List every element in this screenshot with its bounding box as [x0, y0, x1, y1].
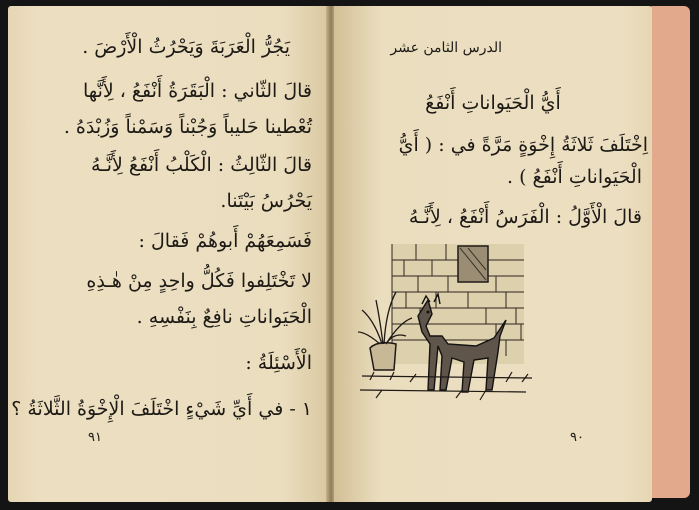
left-line-6: لا تَخْتَلِفوا فَكُلُّ واحِدٍ مِنْ هٰـذِهِ	[86, 270, 312, 292]
left-running-head: يَجُرُّ الْعَرَبَةَ وَيَحْرُثُ الْأَرْضَ .	[82, 36, 290, 58]
questions-heading: الْأَسْئِلَةُ :	[245, 352, 312, 374]
left-page	[8, 6, 330, 502]
right-line-2: الْحَيَواناتِ أَنْفَعُ ) .	[507, 166, 642, 188]
right-page-number: ٩٠	[570, 430, 584, 445]
left-line-7: الْحَيَواناتِ نافِعٌ بِنَفْسِهِ .	[136, 306, 312, 328]
left-page-number: ٩١	[88, 430, 102, 445]
left-line-1: قالَ الثّاني : الْبَقَرَةُ أَنْفَعُ ، لِأَنَّها	[83, 80, 312, 102]
left-line-4: يَحْرُسُ بَيْتَنا.	[220, 190, 312, 212]
lesson-running-head: الدرس الثامن عشر	[390, 40, 502, 56]
dog-illustration	[356, 240, 532, 408]
left-line-2: تُعْطينا حَليباً وَجُبْناً وَسَمْناً وَزُبْدَهُ .	[63, 116, 312, 138]
question-1: ١ - في أَيِّ شَيْءٍ اخْتَلَفَ الْإِخْوَةُ الثَّلاثَةُ ؟	[11, 398, 312, 420]
lesson-title: أَيُّ الْحَيَواناتِ أَنْفَعُ	[425, 92, 561, 114]
right-line-1: اِخْتَلَفَ ثَلاثَةُ إِخْوَةٍ مَرَّةً في : ( أَيُّ	[398, 134, 648, 156]
left-line-5: فَسَمِعَهُمْ أَبوهُمْ فَقالَ :	[138, 230, 312, 252]
right-line-3: قالَ الْأَوَّلُ : الْفَرَسُ أَنْفَعُ ، لِأَنَّـهُ	[408, 206, 642, 228]
left-line-3: قالَ الثّالِثُ : الْكَلْبُ أَنْفَعُ لِأَنَّـهُ	[91, 154, 312, 176]
book-back-cover	[650, 6, 690, 498]
